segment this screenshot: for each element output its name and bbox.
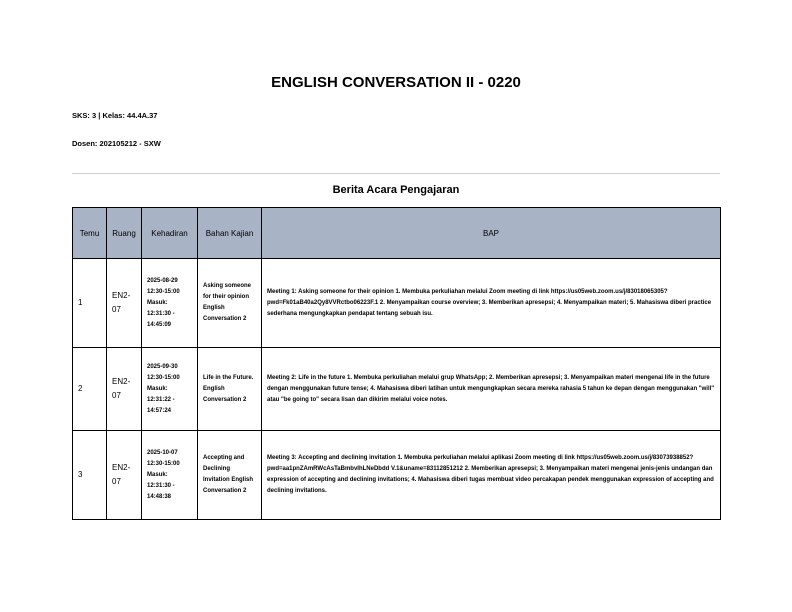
cell-bahan-kajian: Life in the Future. English Conversation 2 [198,348,262,431]
cell-bahan-kajian: Asking someone for their opinion English Conversation 2 [198,259,262,348]
cell-kehadiran: 2025-09-30 12:30-15:00 Masuk: 12:31:22 - 14:57:24 [142,348,198,431]
sks-class-info: SKS: 3 | Kelas: 44.4A.37 [72,111,158,120]
cell-temu: 1 [73,259,107,348]
cell-bap: Meeting 1: Asking someone for their opinion 1. Membuka perkuliahan melalui Zoom meeting di link https://us05web.zoom.us/j/83018065305?pwd=Fk01aB40a2Qy8VVRctbo06223F.1 2. Menyampaikan course overview; 3. Memberikan apresepsi; 4. Menyampaikan materi; 5. Mahasiswa diberi practice sederhana mengungkapkan pendapat tentang sebuah isu. [262,259,721,348]
cell-temu: 3 [73,431,107,520]
attendance-table [72,207,721,520]
cell-ruang: EN2- 07 [107,431,142,520]
cell-kehadiran: 2025-08-29 12:30-15:00 Masuk: 12:31:30 - 14:45:09 [142,259,198,348]
lecturer-info: Dosen: 202105212 - SXW [72,139,161,148]
table-header-row [73,208,721,259]
divider [72,173,720,174]
section-title: Berita Acara Pengajaran [332,184,460,196]
table-row [73,259,721,348]
header-kehadiran: Kehadiran [142,208,198,259]
cell-ruang: EN2- 07 [107,348,142,431]
header-bahan-kajian: Bahan Kajian [198,208,262,259]
cell-ruang: EN2- 07 [107,259,142,348]
cell-bap: Meeting 2: Life in the future 1. Membuka perkuliahan melalui grup WhatsApp; 2. Memberikan apresepsi; 3. Menyampaikan materi mengenai life in the future dengan menggunakan future tense; 4. Mahasiswa diberi latihan untuk mengungkapkan secara mereka rahasia 5 tahun ke depan dengan menggunakan "will" atau "be going to" secara lisan dan dikirim melalui voice notes. [262,348,721,431]
header-ruang: Ruang [107,208,142,259]
header-temu: Temu [73,208,107,259]
table-row [73,348,721,431]
cell-temu: 2 [73,348,107,431]
document-title: ENGLISH CONVERSATION II - 0220 [271,74,521,91]
table-row [73,431,721,520]
cell-bahan-kajian: Accepting and Declining Invitation English Conversation 2 [198,431,262,520]
cell-bap: Meeting 3: Accepting and declining invitation 1. Membuka perkuliahan melalui aplikasi Zoom meeting di link https://us05web.zoom.us/j/83073938852?pwd=aa1pnZAmRWcAsTaBmbvIhLNeDbdd V.1&uname=83112851212 2. Memberikan apresepsi; 3. Menyampaikan materi mengenai jenis-jenis undangan dan expression of accepting and declining invitations; 4. Mahasiswa diberi tugas membuat video percakapan pendek menggunakan expression of accepting and declining invitations. [262,431,721,520]
cell-kehadiran: 2025-10-07 12:30-15:00 Masuk: 12:31:30 - 14:48:38 [142,431,198,520]
header-bap: BAP [262,208,721,259]
